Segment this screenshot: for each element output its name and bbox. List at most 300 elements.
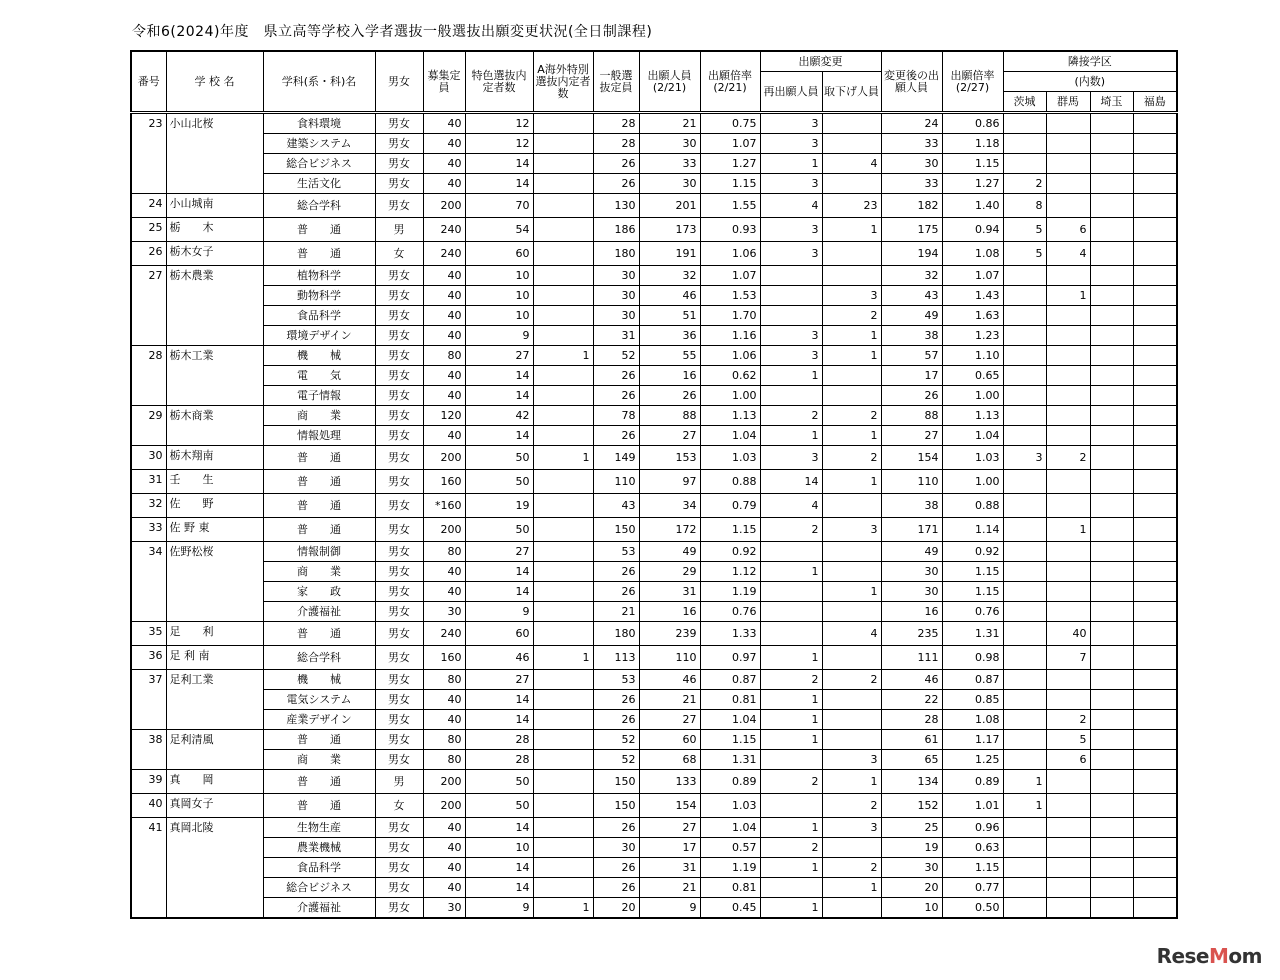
table-row xyxy=(131,218,1177,242)
dept-cell: 情報処理 xyxy=(263,426,375,446)
capacity-cell: 40 xyxy=(423,366,465,386)
applicants-cell: 27 xyxy=(639,710,700,730)
rate2-cell: 0.98 xyxy=(942,646,1003,670)
table-row xyxy=(131,174,1177,194)
gunma-cell xyxy=(1046,266,1090,286)
capacity-cell: 40 xyxy=(423,838,465,858)
fukushima-cell xyxy=(1133,602,1177,622)
tokushoku-cell: 50 xyxy=(465,770,533,794)
general-cell: 150 xyxy=(593,770,639,794)
school-name: 足利清風 xyxy=(166,730,263,770)
table-row xyxy=(131,326,1177,346)
after-cell: 134 xyxy=(881,770,942,794)
table-row xyxy=(131,622,1177,646)
kaigai-cell xyxy=(533,426,593,446)
general-cell: 20 xyxy=(593,898,639,919)
fukushima-cell xyxy=(1133,794,1177,818)
reapply-cell: 1 xyxy=(760,154,822,174)
rate-cell: 1.19 xyxy=(700,582,760,602)
after-cell: 33 xyxy=(881,134,942,154)
fukushima-cell xyxy=(1133,858,1177,878)
gunma-cell xyxy=(1046,582,1090,602)
kaigai-cell xyxy=(533,218,593,242)
gunma-cell xyxy=(1046,818,1090,838)
tokushoku-cell: 42 xyxy=(465,406,533,426)
header-no: 番号 xyxy=(131,51,166,113)
school-number: 36 xyxy=(131,646,166,670)
saitama-cell xyxy=(1090,406,1133,426)
ibaraki-cell xyxy=(1003,542,1046,562)
table-row xyxy=(131,878,1177,898)
table-row xyxy=(131,366,1177,386)
withdraw-cell: 1 xyxy=(822,770,881,794)
school-number: 23 xyxy=(131,113,166,194)
table-row xyxy=(131,306,1177,326)
capacity-cell: 40 xyxy=(423,690,465,710)
school-number: 33 xyxy=(131,518,166,542)
rate2-cell: 0.89 xyxy=(942,770,1003,794)
withdraw-cell: 2 xyxy=(822,446,881,470)
reapply-cell: 4 xyxy=(760,194,822,218)
dept-cell: 電気システム xyxy=(263,690,375,710)
sex-cell: 男女 xyxy=(375,494,423,518)
school-name: 栃木翔南 xyxy=(166,446,263,470)
fukushima-cell xyxy=(1133,426,1177,446)
ibaraki-cell xyxy=(1003,386,1046,406)
applicants-cell: 173 xyxy=(639,218,700,242)
withdraw-cell: 4 xyxy=(822,154,881,174)
rate-cell: 0.76 xyxy=(700,602,760,622)
header-sex: 男女 xyxy=(375,51,423,113)
ibaraki-cell xyxy=(1003,286,1046,306)
after-cell: 16 xyxy=(881,602,942,622)
ibaraki-cell: 5 xyxy=(1003,242,1046,266)
dept-cell: 総合学科 xyxy=(263,646,375,670)
tokushoku-cell: 12 xyxy=(465,134,533,154)
general-cell: 130 xyxy=(593,194,639,218)
table-row xyxy=(131,494,1177,518)
school-number: 35 xyxy=(131,622,166,646)
dept-cell: 機 械 xyxy=(263,346,375,366)
reapply-cell: 3 xyxy=(760,218,822,242)
dept-cell: 食料環境 xyxy=(263,113,375,134)
after-cell: 46 xyxy=(881,670,942,690)
after-cell: 110 xyxy=(881,470,942,494)
rate-cell: 1.04 xyxy=(700,710,760,730)
rate2-cell: 0.88 xyxy=(942,494,1003,518)
school-number: 32 xyxy=(131,494,166,518)
school-number: 41 xyxy=(131,818,166,919)
rate2-cell: 1.15 xyxy=(942,858,1003,878)
ibaraki-cell xyxy=(1003,266,1046,286)
rate2-cell: 1.27 xyxy=(942,174,1003,194)
rate-cell: 1.03 xyxy=(700,446,760,470)
sex-cell: 男女 xyxy=(375,818,423,838)
gunma-cell: 4 xyxy=(1046,242,1090,266)
reapply-cell xyxy=(760,878,822,898)
sex-cell: 男女 xyxy=(375,346,423,366)
after-cell: 182 xyxy=(881,194,942,218)
tokushoku-cell: 14 xyxy=(465,582,533,602)
rate2-cell: 0.65 xyxy=(942,366,1003,386)
dept-cell: 環境デザイン xyxy=(263,326,375,346)
kaigai-cell xyxy=(533,582,593,602)
gunma-cell: 1 xyxy=(1046,518,1090,542)
table-row xyxy=(131,470,1177,494)
ibaraki-cell xyxy=(1003,622,1046,646)
tokushoku-cell: 60 xyxy=(465,242,533,266)
kaigai-cell xyxy=(533,542,593,562)
school-number: 26 xyxy=(131,242,166,266)
dept-cell: 食品科学 xyxy=(263,306,375,326)
after-cell: 111 xyxy=(881,646,942,670)
sex-cell: 男女 xyxy=(375,154,423,174)
school-name: 足 利 xyxy=(166,622,263,646)
ibaraki-cell xyxy=(1003,690,1046,710)
after-cell: 154 xyxy=(881,446,942,470)
rate-cell: 1.07 xyxy=(700,134,760,154)
rate2-cell: 1.00 xyxy=(942,386,1003,406)
capacity-cell: 40 xyxy=(423,818,465,838)
rate-cell: 1.06 xyxy=(700,346,760,366)
withdraw-cell xyxy=(822,646,881,670)
ibaraki-cell xyxy=(1003,898,1046,919)
sex-cell: 男女 xyxy=(375,750,423,770)
reapply-cell: 1 xyxy=(760,818,822,838)
after-cell: 33 xyxy=(881,174,942,194)
withdraw-cell xyxy=(822,690,881,710)
tokushoku-cell: 50 xyxy=(465,446,533,470)
kaigai-cell xyxy=(533,113,593,134)
kaigai-cell xyxy=(533,174,593,194)
capacity-cell: 160 xyxy=(423,646,465,670)
fukushima-cell xyxy=(1133,710,1177,730)
after-cell: 10 xyxy=(881,898,942,919)
kaigai-cell: 1 xyxy=(533,346,593,366)
general-cell: 53 xyxy=(593,542,639,562)
gunma-cell: 5 xyxy=(1046,730,1090,750)
gunma-cell xyxy=(1046,838,1090,858)
fukushima-cell xyxy=(1133,386,1177,406)
ibaraki-cell xyxy=(1003,518,1046,542)
sex-cell: 男女 xyxy=(375,562,423,582)
applicants-cell: 31 xyxy=(639,858,700,878)
fukushima-cell xyxy=(1133,750,1177,770)
gunma-cell xyxy=(1046,326,1090,346)
school-number: 30 xyxy=(131,446,166,470)
dept-cell: 産業デザイン xyxy=(263,710,375,730)
tokushoku-cell: 14 xyxy=(465,154,533,174)
rate-cell: 1.06 xyxy=(700,242,760,266)
fukushima-cell xyxy=(1133,582,1177,602)
dept-cell: 総合ビジネス xyxy=(263,154,375,174)
dept-cell: 普 通 xyxy=(263,794,375,818)
tokushoku-cell: 10 xyxy=(465,266,533,286)
saitama-cell xyxy=(1090,518,1133,542)
kaigai-cell xyxy=(533,406,593,426)
rate2-cell: 1.03 xyxy=(942,446,1003,470)
after-cell: 30 xyxy=(881,562,942,582)
gunma-cell xyxy=(1046,113,1090,134)
after-cell: 175 xyxy=(881,218,942,242)
fukushima-cell xyxy=(1133,646,1177,670)
saitama-cell xyxy=(1090,878,1133,898)
tokushoku-cell: 14 xyxy=(465,878,533,898)
sex-cell: 男女 xyxy=(375,646,423,670)
capacity-cell: 40 xyxy=(423,562,465,582)
kaigai-cell xyxy=(533,858,593,878)
rate-cell: 0.88 xyxy=(700,470,760,494)
ibaraki-cell xyxy=(1003,670,1046,690)
table-row xyxy=(131,134,1177,154)
tokushoku-cell: 10 xyxy=(465,286,533,306)
dept-cell: 普 通 xyxy=(263,770,375,794)
application-change-table xyxy=(130,50,1178,919)
sex-cell: 男女 xyxy=(375,326,423,346)
after-cell: 28 xyxy=(881,710,942,730)
school-name: 真岡北陵 xyxy=(166,818,263,919)
kaigai-cell xyxy=(533,730,593,750)
withdraw-cell: 1 xyxy=(822,582,881,602)
header-neighbor-sub: (内数) xyxy=(1003,72,1177,92)
saitama-cell xyxy=(1090,602,1133,622)
general-cell: 26 xyxy=(593,818,639,838)
after-cell: 30 xyxy=(881,858,942,878)
saitama-cell xyxy=(1090,174,1133,194)
fukushima-cell xyxy=(1133,670,1177,690)
rate-cell: 0.75 xyxy=(700,113,760,134)
general-cell: 26 xyxy=(593,426,639,446)
table-row xyxy=(131,730,1177,750)
rate-cell: 1.15 xyxy=(700,518,760,542)
table-row xyxy=(131,582,1177,602)
reapply-cell: 1 xyxy=(760,690,822,710)
ibaraki-cell xyxy=(1003,426,1046,446)
rate2-cell: 0.77 xyxy=(942,878,1003,898)
applicants-cell: 46 xyxy=(639,286,700,306)
saitama-cell xyxy=(1090,426,1133,446)
kaigai-cell xyxy=(533,710,593,730)
gunma-cell xyxy=(1046,406,1090,426)
rate2-cell: 1.25 xyxy=(942,750,1003,770)
kaigai-cell xyxy=(533,306,593,326)
sex-cell: 男女 xyxy=(375,622,423,646)
ibaraki-cell xyxy=(1003,838,1046,858)
rate2-cell: 1.23 xyxy=(942,326,1003,346)
after-cell: 49 xyxy=(881,542,942,562)
withdraw-cell: 2 xyxy=(822,306,881,326)
sex-cell: 男女 xyxy=(375,730,423,750)
rate2-cell: 0.85 xyxy=(942,690,1003,710)
sex-cell: 男女 xyxy=(375,446,423,470)
header-dept: 学科(系・科)名 xyxy=(263,51,375,113)
ibaraki-cell xyxy=(1003,602,1046,622)
dept-cell: 食品科学 xyxy=(263,858,375,878)
tokushoku-cell: 19 xyxy=(465,494,533,518)
applicants-cell: 30 xyxy=(639,134,700,154)
rate-cell: 1.03 xyxy=(700,794,760,818)
withdraw-cell xyxy=(822,266,881,286)
reapply-cell: 3 xyxy=(760,446,822,470)
reapply-cell: 3 xyxy=(760,326,822,346)
capacity-cell: 40 xyxy=(423,426,465,446)
capacity-cell: 40 xyxy=(423,326,465,346)
rate2-cell: 1.14 xyxy=(942,518,1003,542)
rate2-cell: 1.43 xyxy=(942,286,1003,306)
school-number: 40 xyxy=(131,794,166,818)
fukushima-cell xyxy=(1133,838,1177,858)
general-cell: 150 xyxy=(593,518,639,542)
applicants-cell: 133 xyxy=(639,770,700,794)
withdraw-cell: 3 xyxy=(822,750,881,770)
rate-cell: 0.81 xyxy=(700,878,760,898)
withdraw-cell xyxy=(822,386,881,406)
withdraw-cell xyxy=(822,838,881,858)
dept-cell: 商 業 xyxy=(263,562,375,582)
withdraw-cell: 1 xyxy=(822,218,881,242)
header-withdraw: 取下げ人員 xyxy=(822,72,881,113)
ibaraki-cell: 3 xyxy=(1003,446,1046,470)
after-cell: 30 xyxy=(881,154,942,174)
table-row xyxy=(131,710,1177,730)
applicants-cell: 27 xyxy=(639,818,700,838)
rate-cell: 1.07 xyxy=(700,266,760,286)
table-row xyxy=(131,750,1177,770)
reapply-cell: 1 xyxy=(760,730,822,750)
saitama-cell xyxy=(1090,818,1133,838)
withdraw-cell: 2 xyxy=(822,670,881,690)
applicants-cell: 88 xyxy=(639,406,700,426)
school-name: 小山城南 xyxy=(166,194,263,218)
rate-cell: 1.19 xyxy=(700,858,760,878)
dept-cell: 総合ビジネス xyxy=(263,878,375,898)
gunma-cell xyxy=(1046,194,1090,218)
dept-cell: 電子情報 xyxy=(263,386,375,406)
table-row xyxy=(131,542,1177,562)
gunma-cell: 6 xyxy=(1046,218,1090,242)
fukushima-cell xyxy=(1133,218,1177,242)
reapply-cell: 4 xyxy=(760,494,822,518)
header-ibaraki: 茨城 xyxy=(1003,92,1046,113)
sex-cell: 男女 xyxy=(375,898,423,919)
general-cell: 78 xyxy=(593,406,639,426)
applicants-cell: 49 xyxy=(639,542,700,562)
saitama-cell xyxy=(1090,286,1133,306)
withdraw-cell xyxy=(822,562,881,582)
table-row xyxy=(131,386,1177,406)
capacity-cell: 160 xyxy=(423,470,465,494)
applicants-cell: 21 xyxy=(639,878,700,898)
applicants-cell: 21 xyxy=(639,113,700,134)
school-number: 37 xyxy=(131,670,166,730)
ibaraki-cell xyxy=(1003,154,1046,174)
capacity-cell: 40 xyxy=(423,878,465,898)
capacity-cell: 80 xyxy=(423,730,465,750)
fukushima-cell xyxy=(1133,730,1177,750)
school-name: 真岡女子 xyxy=(166,794,263,818)
fukushima-cell xyxy=(1133,286,1177,306)
tokushoku-cell: 50 xyxy=(465,794,533,818)
rate2-cell: 0.50 xyxy=(942,898,1003,919)
fukushima-cell xyxy=(1133,470,1177,494)
dept-cell: 普 通 xyxy=(263,518,375,542)
fukushima-cell xyxy=(1133,134,1177,154)
rate-cell: 1.16 xyxy=(700,326,760,346)
table-row xyxy=(131,858,1177,878)
capacity-cell: 240 xyxy=(423,622,465,646)
capacity-cell: 240 xyxy=(423,242,465,266)
general-cell: 150 xyxy=(593,794,639,818)
withdraw-cell: 2 xyxy=(822,406,881,426)
rate2-cell: 1.15 xyxy=(942,582,1003,602)
general-cell: 52 xyxy=(593,346,639,366)
dept-cell: 農業機械 xyxy=(263,838,375,858)
ibaraki-cell xyxy=(1003,494,1046,518)
rate2-cell: 1.40 xyxy=(942,194,1003,218)
kaigai-cell xyxy=(533,134,593,154)
dept-cell: 商 業 xyxy=(263,750,375,770)
kaigai-cell xyxy=(533,386,593,406)
applicants-cell: 29 xyxy=(639,562,700,582)
general-cell: 186 xyxy=(593,218,639,242)
general-cell: 110 xyxy=(593,470,639,494)
tokushoku-cell: 10 xyxy=(465,306,533,326)
kaigai-cell xyxy=(533,266,593,286)
tokushoku-cell: 14 xyxy=(465,710,533,730)
tokushoku-cell: 27 xyxy=(465,542,533,562)
gunma-cell xyxy=(1046,494,1090,518)
tokushoku-cell: 60 xyxy=(465,622,533,646)
ibaraki-cell xyxy=(1003,134,1046,154)
general-cell: 180 xyxy=(593,242,639,266)
kaigai-cell: 1 xyxy=(533,446,593,470)
withdraw-cell: 3 xyxy=(822,818,881,838)
sex-cell: 男女 xyxy=(375,174,423,194)
ibaraki-cell xyxy=(1003,582,1046,602)
rate2-cell: 0.94 xyxy=(942,218,1003,242)
rate-cell: 1.27 xyxy=(700,154,760,174)
school-number: 29 xyxy=(131,406,166,446)
rate-cell: 1.31 xyxy=(700,750,760,770)
withdraw-cell: 1 xyxy=(822,470,881,494)
fukushima-cell xyxy=(1133,622,1177,646)
gunma-cell xyxy=(1046,542,1090,562)
fukushima-cell xyxy=(1133,266,1177,286)
rate-cell: 0.93 xyxy=(700,218,760,242)
rate-cell: 0.97 xyxy=(700,646,760,670)
ibaraki-cell xyxy=(1003,858,1046,878)
ibaraki-cell xyxy=(1003,406,1046,426)
fukushima-cell xyxy=(1133,113,1177,134)
saitama-cell xyxy=(1090,858,1133,878)
fukushima-cell xyxy=(1133,154,1177,174)
ibaraki-cell xyxy=(1003,366,1046,386)
after-cell: 30 xyxy=(881,582,942,602)
saitama-cell xyxy=(1090,898,1133,919)
rate-cell: 0.89 xyxy=(700,770,760,794)
general-cell: 26 xyxy=(593,174,639,194)
rate-cell: 1.15 xyxy=(700,174,760,194)
withdraw-cell xyxy=(822,898,881,919)
applicants-cell: 68 xyxy=(639,750,700,770)
reapply-cell: 1 xyxy=(760,646,822,670)
after-cell: 88 xyxy=(881,406,942,426)
table-row xyxy=(131,266,1177,286)
kaigai-cell xyxy=(533,770,593,794)
kaigai-cell xyxy=(533,750,593,770)
reapply-cell: 1 xyxy=(760,898,822,919)
withdraw-cell xyxy=(822,710,881,730)
